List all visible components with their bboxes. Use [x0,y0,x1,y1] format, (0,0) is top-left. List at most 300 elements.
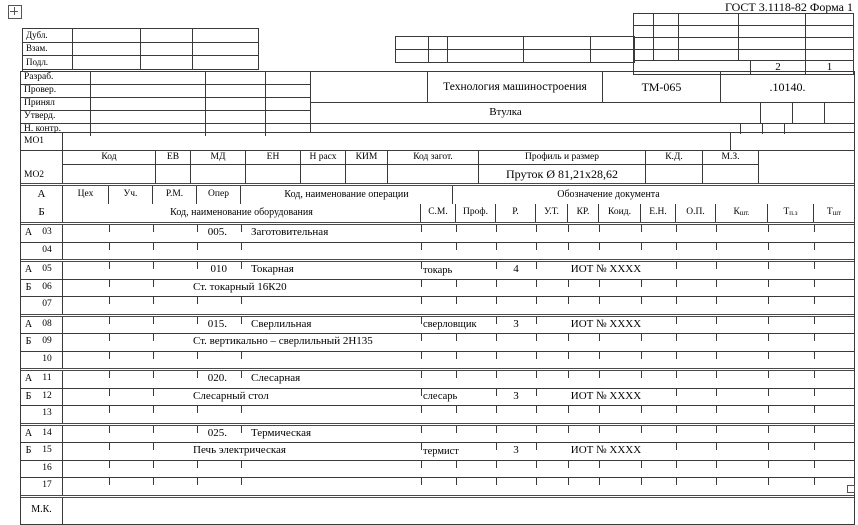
empty-cell [641,478,676,495]
table-row [21,334,854,352]
empty-cell [109,243,153,260]
empty-cell [241,352,421,369]
empty-cell [109,352,153,369]
copy-row-label: Дубл. [23,29,73,42]
row-id: 13 [21,406,63,423]
empty-cell [716,443,768,460]
worker-grade: 3 [496,389,536,406]
empty-cell [758,151,854,183]
row-id: А 03 [21,225,63,242]
empty-cell [109,389,153,406]
empty-cell [716,225,768,242]
empty-cell [421,426,456,443]
empty-cell [63,317,109,334]
col-header: Н расх [301,151,346,164]
empty-cell [676,426,716,443]
empty-cell [676,262,716,279]
empty-cell [153,426,197,443]
empty-cell [641,280,676,297]
empty-cell [739,26,806,37]
empty-cell [206,111,266,123]
empty-cell [311,72,428,102]
empty-cell [63,426,109,443]
col-header-tpz: Т п.з [768,204,814,222]
table-row [21,352,854,369]
row-id: Б 12 [21,389,63,406]
empty-cell [197,461,241,478]
empty-cell [456,461,496,478]
table-row [21,406,854,423]
empty-cell [241,297,421,314]
copy-row-label: Взам. [23,43,73,56]
part-name: Втулка [311,103,761,123]
table-row [21,280,854,298]
mo2-label: МО2 [21,151,63,183]
empty-cell [429,37,448,49]
empty-cell [761,103,793,123]
empty-cell [421,334,456,351]
col-header-kr: КР. [568,204,599,222]
profession: термист [421,443,496,460]
equipment-name: Ст. вертикально – сверлильный 2Н135 [153,334,421,351]
empty-cell [448,37,524,49]
col-header-en: Е.Н. [641,204,676,222]
empty-cell [109,280,153,297]
mk-label: М.К. [21,498,63,524]
empty-cell [197,478,241,495]
empty-cell [63,443,109,460]
empty-cell [421,225,456,242]
empty-cell [806,14,853,25]
empty-cell [599,352,641,369]
document-ref: ИОТ № ХХХХ [536,443,676,460]
empty-cell [768,389,814,406]
empty-cell [448,50,524,62]
empty-cell [806,38,853,49]
empty-cell [109,461,153,478]
col-header-uch: Уч. [109,186,153,204]
empty-cell [716,406,768,423]
empty-cell [197,352,241,369]
empty-cell [634,38,654,49]
empty-cell [599,478,641,495]
empty-cell [109,334,153,351]
col-header-sm: С.М. [421,204,456,222]
header-row-b [21,204,854,222]
blank-profile-size: Пруток Ø 81,21x28,62 [479,165,646,184]
empty-cell [716,426,768,443]
col-header: К.Д. [646,151,703,164]
operation-name: Токарная [241,262,421,279]
worker-grade: 3 [496,443,536,460]
empty-cell [536,225,568,242]
empty-cell [676,352,716,369]
table-row [21,222,854,243]
mo2-block [21,151,854,183]
empty-cell [654,38,679,49]
worker-grade: 3 [496,317,536,334]
row-id: А 05 [21,262,63,279]
empty-cell [63,371,109,388]
empty-cell [421,478,456,495]
empty-cell [536,280,568,297]
empty-cell [197,406,241,423]
empty-cell [421,297,456,314]
empty-cell [599,297,641,314]
empty-cell [716,262,768,279]
operation-number: 025. [197,426,241,443]
empty-cell [63,498,854,524]
document-ref: ИОТ № ХХХХ [536,317,676,334]
empty-cell [768,243,814,260]
empty-cell [716,317,768,334]
corner-sheet-table [633,13,854,75]
empty-cell [654,50,679,60]
row-type-a-label: А [21,186,63,204]
empty-cell [109,371,153,388]
empty-cell [634,26,654,37]
empty-cell [536,297,568,314]
empty-cell [456,334,496,351]
empty-cell [641,297,676,314]
empty-cell [388,165,479,184]
col-header-tsht: Т шт [826,207,842,218]
table-row [21,368,854,389]
empty-cell [814,443,854,460]
col-header-op: О.П. [676,204,716,222]
empty-cell [153,243,197,260]
empty-cell [676,478,716,495]
empty-cell [731,133,854,150]
empty-cell [456,371,496,388]
empty-cell [568,280,599,297]
table-row [21,243,854,260]
empty-cell [768,352,814,369]
empty-cell [109,478,153,495]
empty-cell [814,352,854,369]
operation-number: 020. [197,371,241,388]
empty-cell [191,165,246,184]
header-row-a [21,183,854,204]
empty-cell [825,103,854,123]
empty-cell [814,389,854,406]
empty-cell [641,225,676,242]
empty-cell [141,29,193,42]
empty-cell [241,478,421,495]
empty-cell [568,352,599,369]
empty-cell [568,371,599,388]
empty-cell [63,389,109,406]
operation-name: Заготовительная [241,225,421,242]
empty-cell [814,461,854,478]
empty-cell [421,406,456,423]
empty-cell [153,371,197,388]
empty-cell [599,461,641,478]
row-type-b-label: Б [21,204,63,222]
empty-cell [599,334,641,351]
empty-cell [396,50,429,62]
sheet-number: 1 [826,60,833,73]
empty-cell [193,29,258,42]
empty-cell [716,461,768,478]
row-id: А 08 [21,317,63,334]
worker-grade: 4 [496,262,536,279]
approval-row-label: Н. контр. [21,124,91,136]
table-row [21,443,854,461]
empty-cell [266,98,309,110]
equipment-name: Печь электрическая [153,443,421,460]
approval-row-label: Провер. [21,85,91,97]
row-id: А 11 [21,371,63,388]
empty-cell [814,426,854,443]
profession: токарь [421,262,496,279]
empty-cell [716,243,768,260]
stamp-grid-table [395,36,635,63]
empty-cell [496,225,536,242]
empty-cell [676,243,716,260]
empty-cell [63,406,109,423]
empty-cell [676,317,716,334]
row-id: 16 [21,461,63,478]
empty-cell [599,426,641,443]
col-header-ksht: К шт. [716,204,768,222]
copy-block-table [22,28,259,70]
empty-cell [768,461,814,478]
empty-cell [429,50,448,62]
empty-cell [63,334,109,351]
empty-cell [768,334,814,351]
empty-cell [456,406,496,423]
empty-cell [496,334,536,351]
empty-cell [91,72,206,84]
empty-cell [109,262,153,279]
empty-cell [496,280,536,297]
operation-number: 005. [197,225,241,242]
empty-cell [109,297,153,314]
empty-cell [496,243,536,260]
approval-row-label: Разраб. [21,72,91,84]
empty-cell [814,297,854,314]
empty-cell [536,334,568,351]
empty-cell [716,352,768,369]
approval-row-label: Утверд. [21,111,91,123]
empty-cell [496,371,536,388]
empty-cell [599,280,641,297]
empty-cell [496,297,536,314]
operation-name: Сверлильная [241,317,421,334]
operation-name: Слесарная [241,371,421,388]
empty-cell [153,317,197,334]
col-header-rm: Р.М. [153,186,197,204]
table-row [21,389,854,407]
empty-cell [193,56,258,69]
approval-row-label: Принял [21,98,91,110]
empty-cell [109,225,153,242]
empty-cell [206,72,266,84]
row-id: 10 [21,352,63,369]
empty-cell [591,50,634,62]
empty-cell [496,426,536,443]
empty-cell [496,478,536,495]
empty-cell [676,371,716,388]
empty-cell [679,14,739,25]
empty-cell [456,478,496,495]
empty-cell [768,406,814,423]
table-move-handle-icon[interactable] [8,5,22,19]
copy-row-label: Подл. [23,56,73,69]
empty-cell [568,426,599,443]
empty-cell [456,297,496,314]
empty-cell [806,50,853,60]
empty-cell [739,50,806,60]
empty-cell [156,165,191,184]
row-id: Б 06 [21,280,63,297]
empty-cell [456,280,496,297]
empty-cell [421,371,456,388]
empty-cell [421,352,456,369]
row-id: 07 [21,297,63,314]
empty-cell [703,165,758,184]
empty-cell [206,85,266,97]
empty-cell [793,103,825,123]
profession: сверловщик [421,317,496,334]
empty-cell [599,225,641,242]
empty-cell [768,426,814,443]
empty-cell [814,317,854,334]
empty-cell [599,406,641,423]
empty-cell [716,389,768,406]
row-id: 17 [21,478,63,495]
row-id: Б 15 [21,443,63,460]
empty-cell [814,371,854,388]
col-header-equipment: Код, наименование оборудования [63,204,421,222]
empty-cell [63,352,109,369]
empty-cell [421,280,456,297]
form-standard-label: ГОСТ 3.1118-82 Форма 1 [724,0,853,14]
empty-cell [814,280,854,297]
empty-cell [73,43,141,56]
empty-cell [536,426,568,443]
empty-cell [141,43,193,56]
empty-cell [641,243,676,260]
empty-cell [456,352,496,369]
empty-cell [63,297,109,314]
empty-cell [456,426,496,443]
empty-cell [141,56,193,69]
empty-cell [568,334,599,351]
row-id: 04 [21,243,63,260]
table-row [21,423,854,444]
empty-cell [599,243,641,260]
col-header-prof: Проф. [456,204,496,222]
empty-cell [197,243,241,260]
mo1-row [21,133,854,151]
empty-cell [568,478,599,495]
empty-cell [768,225,814,242]
empty-cell [456,225,496,242]
empty-cell [676,225,716,242]
empty-cell [654,14,679,25]
empty-cell [63,243,109,260]
empty-cell [768,262,814,279]
empty-cell [91,111,206,123]
empty-cell [91,85,206,97]
table-row [21,314,854,335]
empty-cell [266,111,309,123]
empty-cell [63,225,109,242]
row-id: А 14 [21,426,63,443]
empty-cell [676,443,716,460]
empty-cell [768,371,814,388]
sheet-total: 2 [751,61,806,74]
col-header-oper: Опер [197,186,241,204]
empty-cell [153,225,197,242]
empty-cell [536,243,568,260]
empty-cell [739,38,806,49]
empty-cell [63,461,109,478]
empty-cell [634,50,654,60]
document-ref: ИОТ № ХХХХ [536,389,676,406]
empty-cell [716,371,768,388]
empty-cell [641,406,676,423]
empty-cell [421,243,456,260]
empty-cell [641,371,676,388]
table-resize-handle[interactable] [847,485,855,493]
empty-cell [524,37,591,49]
empty-cell [153,297,197,314]
empty-cell [634,14,654,25]
empty-cell [421,461,456,478]
empty-cell [641,426,676,443]
empty-cell [716,478,768,495]
empty-cell [716,280,768,297]
empty-cell [676,334,716,351]
col-header-operation-name: Код, наименование операции [241,186,453,204]
empty-cell [568,406,599,423]
empty-cell [241,243,421,260]
col-header: М.З. [721,151,740,162]
col-header: КИМ [346,151,388,164]
col-header: Профиль и размер [479,151,646,164]
empty-cell [153,352,197,369]
empty-cell [73,56,141,69]
empty-cell [91,98,206,110]
empty-cell [301,165,346,184]
col-header: МД [191,151,246,164]
empty-cell [591,37,634,49]
empty-cell [266,72,309,84]
col-header-document: Обозначение документа [557,188,660,200]
empty-cell [241,406,421,423]
empty-cell [63,280,109,297]
table-row [21,461,854,479]
empty-cell [153,478,197,495]
operation-number: 015. [197,317,241,334]
empty-cell [153,461,197,478]
equipment-name: Слесарный стол [153,389,421,406]
empty-cell [568,461,599,478]
empty-cell [716,297,768,314]
empty-cell [768,317,814,334]
empty-cell [768,297,814,314]
empty-cell [241,461,421,478]
operation-number: 010 [197,262,241,279]
col-header: Код загот. [388,151,479,164]
empty-cell [63,478,109,495]
empty-cell [814,406,854,423]
empty-cell [676,280,716,297]
empty-cell [536,478,568,495]
